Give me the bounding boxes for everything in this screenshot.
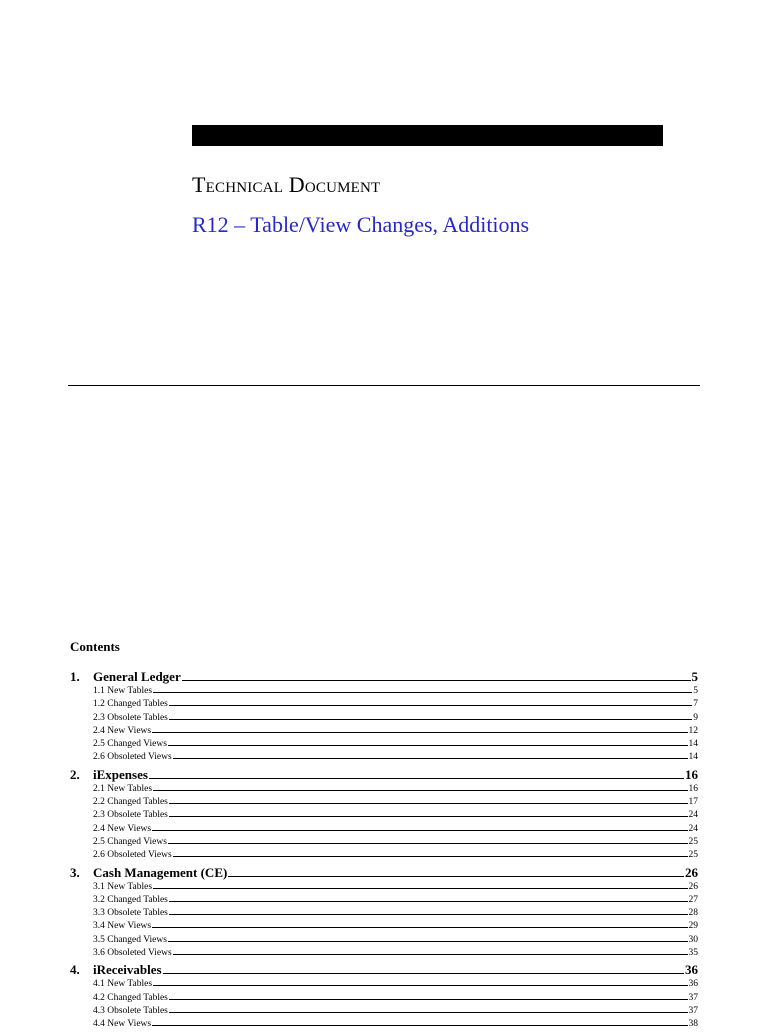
toc-sub-entry[interactable] <box>70 920 698 933</box>
toc-leader-line <box>152 830 687 831</box>
toc-section-entry[interactable] <box>70 767 698 783</box>
toc-leader-line <box>169 999 688 1000</box>
toc-entry-label: 2.6 Obsoleted Views <box>93 752 172 763</box>
toc-sub-entry[interactable] <box>70 698 698 711</box>
toc-entry-label: 4.1 New Tables <box>93 979 153 990</box>
toc-leader-line <box>182 680 691 681</box>
toc-leader-line <box>163 973 684 974</box>
toc-entry-label: 4.4 New Views <box>93 1019 152 1030</box>
toc-entry-label: 2.5 Changed Views <box>93 836 167 847</box>
contents-heading: Contents <box>70 639 120 654</box>
toc-entry-label: 1.2 Changed Tables <box>93 699 168 710</box>
toc-entry-page: 24 <box>688 823 698 834</box>
toc-entry-page: 12 <box>688 725 698 736</box>
toc-leader-line <box>168 745 688 746</box>
toc-sub-entry[interactable] <box>70 894 698 907</box>
toc-entry-label: 2.6 Obsoleted Views <box>93 850 172 861</box>
toc-entry-page: 25 <box>688 850 698 861</box>
toc-section-title: Cash Management (CE) <box>93 864 228 880</box>
toc-leader-line <box>173 856 688 857</box>
toc-section-entry[interactable] <box>70 865 698 881</box>
toc-section-number: 4. <box>70 962 80 978</box>
toc-leader-line <box>169 719 692 720</box>
toc-entry-label: 3.4 New Views <box>93 921 152 932</box>
toc-entry-label: 2.4 New Views <box>93 823 152 834</box>
toc-entry-label: 3.2 Changed Tables <box>93 894 168 905</box>
document-type: Technical Document <box>192 172 381 197</box>
toc-entry-label: 4.2 Changed Tables <box>93 992 168 1003</box>
toc-section-entry[interactable] <box>70 962 698 978</box>
toc-entry-page: 35 <box>688 948 698 959</box>
toc-entry-page: 25 <box>688 836 698 847</box>
toc-entry-page: 36 <box>688 979 698 990</box>
toc-entry-label: 2.3 Obsolete Tables <box>93 712 168 723</box>
toc-leader-line <box>153 790 687 791</box>
toc-section-page: 36 <box>685 962 698 978</box>
toc-entry-label: 3.3 Obsolete Tables <box>93 908 168 919</box>
toc-entry-page: 37 <box>688 992 698 1003</box>
toc-entry-page: 37 <box>688 1005 698 1016</box>
toc-entry-page: 9 <box>693 712 698 723</box>
toc-entry-page: 38 <box>688 1019 698 1030</box>
toc-leader-line <box>152 927 687 928</box>
title-bar <box>192 125 663 146</box>
document-title: R12 – Table/View Changes, Additions <box>192 212 530 237</box>
toc-section-number: 1. <box>70 669 80 684</box>
toc-entry-page: 5 <box>693 686 698 696</box>
toc-section-page: 16 <box>685 766 698 782</box>
toc-sub-entry[interactable] <box>70 712 698 725</box>
toc-leader-line <box>169 1012 688 1013</box>
toc-section-number: 2. <box>70 766 80 782</box>
toc-entry-page: 28 <box>688 908 698 919</box>
toc-sub-entry[interactable] <box>70 1005 698 1018</box>
toc-leader-line <box>169 705 692 706</box>
toc-entry-label: 2.2 Changed Tables <box>93 797 168 808</box>
toc-entry-label: 3.1 New Tables <box>93 881 153 892</box>
toc-leader-line <box>169 901 688 902</box>
toc-leader-line <box>168 843 688 844</box>
table-of-contents <box>70 669 698 1032</box>
toc-entry-label: 2.4 New Views <box>93 725 152 736</box>
toc-sub-entry[interactable] <box>70 809 698 822</box>
toc-leader-line <box>153 985 687 986</box>
toc-sub-entry[interactable] <box>70 685 698 698</box>
toc-entry-page: 14 <box>688 752 698 763</box>
toc-leader-line <box>153 692 692 693</box>
toc-entry-label: 2.1 New Tables <box>93 783 153 794</box>
toc-section-number: 3. <box>70 864 80 880</box>
toc-entry-page: 27 <box>688 894 698 905</box>
toc-sub-entry[interactable] <box>70 934 698 947</box>
toc-sub-entry[interactable] <box>70 849 698 862</box>
toc-section-title: iReceivables <box>93 962 162 978</box>
toc-leader-line <box>169 816 688 817</box>
toc-sub-entry[interactable] <box>70 725 698 738</box>
toc-entry-label: 3.6 Obsoleted Views <box>93 948 172 959</box>
toc-sub-entry[interactable] <box>70 907 698 920</box>
toc-sub-entry[interactable] <box>70 738 698 751</box>
toc-entry-page: 7 <box>693 699 698 710</box>
toc-leader-line <box>149 778 684 779</box>
toc-entry-page: 30 <box>688 934 698 945</box>
toc-section-page: 26 <box>685 864 698 880</box>
toc-entry-label: 2.3 Obsolete Tables <box>93 810 168 821</box>
toc-leader-line <box>169 803 688 804</box>
toc-sub-entry[interactable] <box>70 823 698 836</box>
toc-entry-page: 17 <box>688 797 698 808</box>
toc-entry-page: 24 <box>688 810 698 821</box>
toc-entry-label: 4.3 Obsolete Tables <box>93 1005 168 1016</box>
toc-sub-entry[interactable] <box>70 978 698 991</box>
toc-section-entry[interactable] <box>70 669 698 685</box>
toc-sub-entry[interactable] <box>70 751 698 764</box>
toc-entry-label: 1.1 New Tables <box>93 686 153 696</box>
toc-leader-line <box>152 732 687 733</box>
toc-sub-entry[interactable] <box>70 992 698 1005</box>
toc-leader-line <box>173 758 688 759</box>
toc-leader-line <box>228 876 684 877</box>
toc-leader-line <box>169 914 688 915</box>
horizontal-divider <box>68 385 700 386</box>
toc-sub-entry[interactable] <box>70 796 698 809</box>
toc-sub-entry[interactable] <box>70 783 698 796</box>
toc-entry-page: 16 <box>688 783 698 794</box>
toc-entry-page: 26 <box>688 881 698 892</box>
toc-entry-label: 2.5 Changed Views <box>93 739 167 750</box>
toc-section-page: 5 <box>691 669 698 684</box>
toc-entry-page: 14 <box>688 739 698 750</box>
toc-sub-entry[interactable] <box>70 1018 698 1031</box>
toc-leader-line <box>173 954 688 955</box>
toc-sub-entry[interactable] <box>70 881 698 894</box>
toc-entry-page: 29 <box>688 921 698 932</box>
toc-leader-line <box>152 1025 687 1026</box>
toc-sub-entry[interactable] <box>70 836 698 849</box>
toc-leader-line <box>153 888 687 889</box>
toc-section-title: iExpenses <box>93 766 148 782</box>
toc-sub-entry[interactable] <box>70 947 698 960</box>
toc-leader-line <box>168 941 688 942</box>
toc-entry-label: 3.5 Changed Views <box>93 934 167 945</box>
toc-section-title: General Ledger <box>93 669 181 684</box>
